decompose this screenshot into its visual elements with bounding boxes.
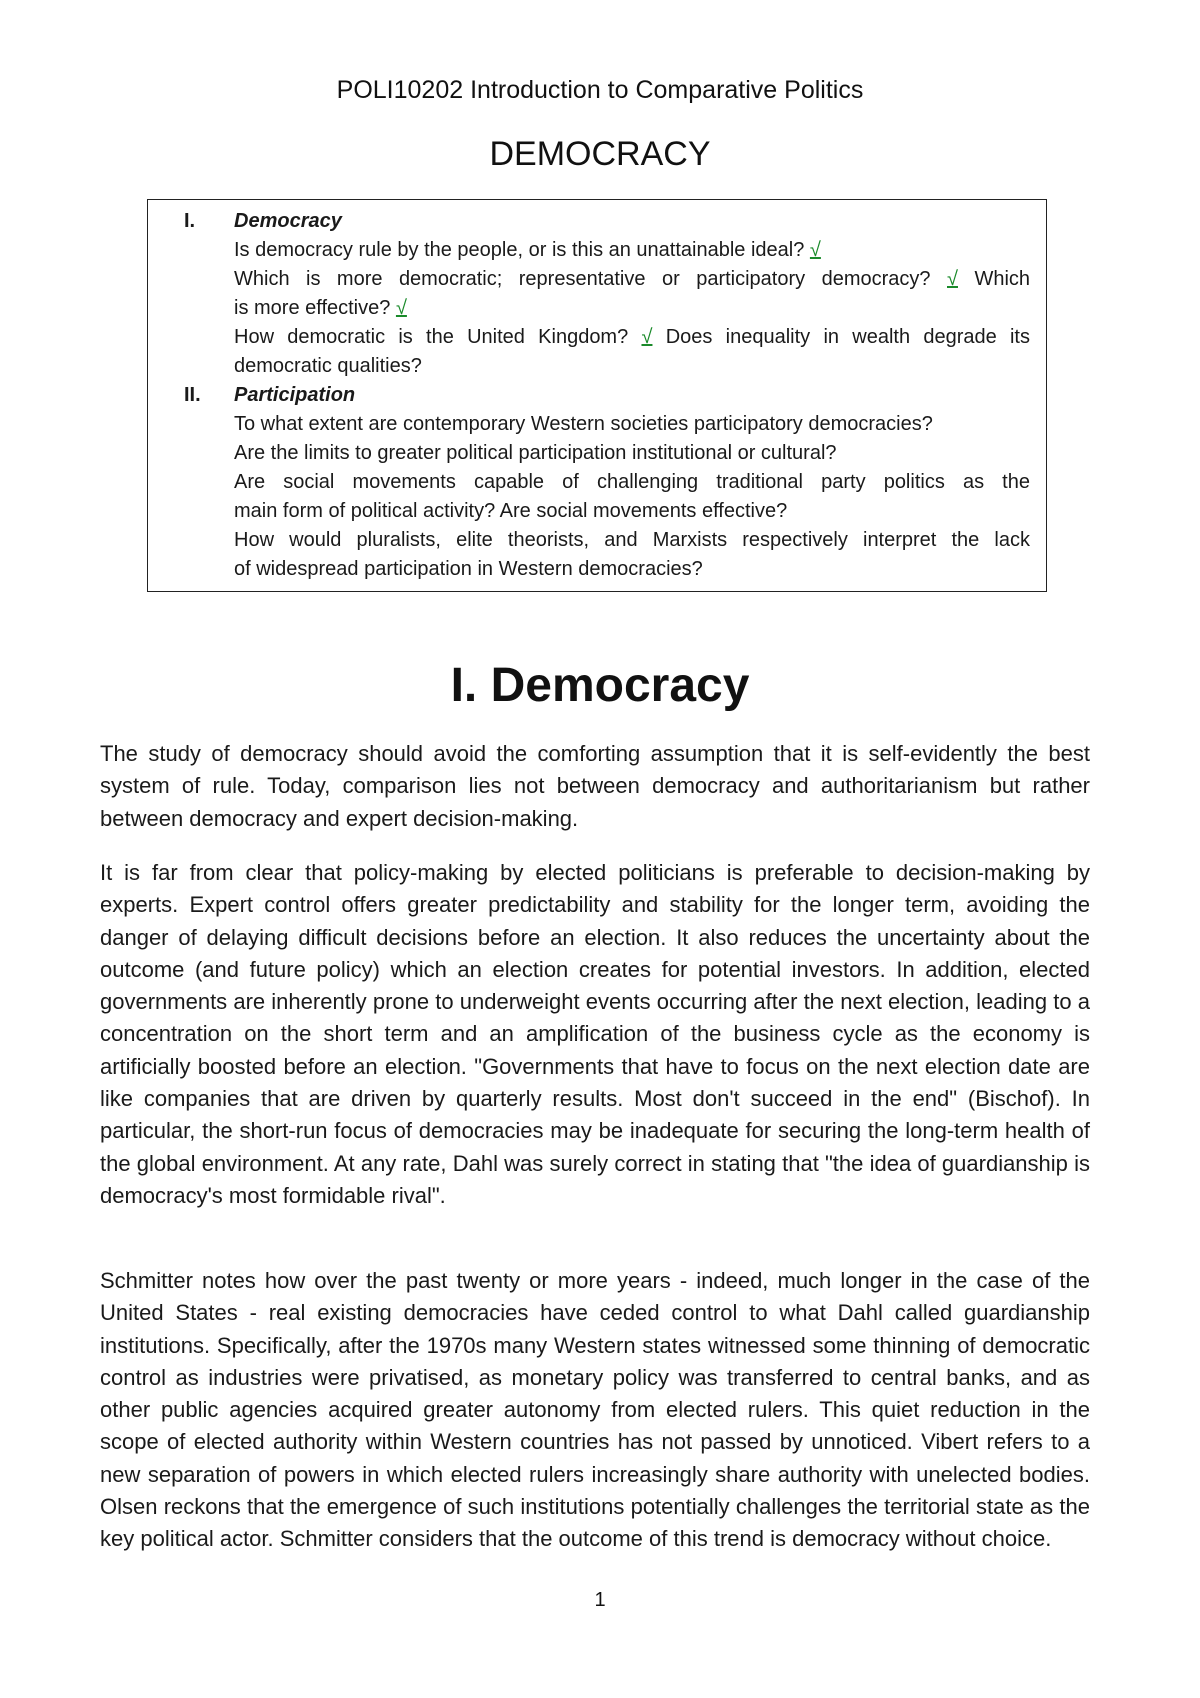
outline-question (234, 236, 821, 265)
check-mark-icon: √ (395, 297, 407, 319)
outline-numeral-2: II. (184, 384, 201, 406)
outline-question: democratic qualities? (234, 355, 422, 377)
outline-question: Are social movements capable of challenging traditional party politics as the (234, 471, 1030, 493)
check-mark-icon: √ (641, 326, 653, 348)
body-paragraph: It is far from clear that policy-making by elected politicians is preferable to decision-making by experts. Expert control offers greater predictability and stability for the longer term, avoiding the danger of delaying difficult decisions before an election. It also reduces the uncertainty about the outcome (and future policy) which an election creates for potential investors. In addition, elected governments are inherently prone to underweight events occurring after the next election, leading to a concentration on the short term and an amplification of the business cycle as the economy is artificially boosted before an election. "Governments that have to focus on the next election date are like companies that are driven by quarterly results. Most don't succeed in the end" (Bischof). In particular, the short-run focus of democracies may be inadequate for securing the long-term health of the global environment. At any rate, Dahl was surely correct in stating that "the idea of guardianship is democracy's most formidable rival". (100, 860, 1090, 1208)
outline-heading-democracy: Democracy (234, 210, 342, 232)
body-paragraph: The study of democracy should avoid the comforting assumption that it is self-evidently the best system of rule. Today, comparison lies not between democracy and authoritarianism but rather between democracy and expert decision-making. (100, 741, 1090, 831)
outline-question (234, 265, 1030, 294)
document-title: DEMOCRACY (489, 135, 711, 173)
outline-question: of widespread participation in Western democracies? (234, 558, 703, 580)
outline-question: How would pluralists, elite theorists, and Marxists respectively interpret the lack (234, 529, 1030, 551)
outline-question-text: How democratic is the United Kingdom? (234, 326, 629, 348)
check-mark-icon: √ (947, 268, 958, 290)
outline-numeral-1: I. (184, 210, 196, 232)
outline-question: To what extent are contemporary Western societies participatory democracies? (234, 413, 933, 435)
outline-question-text: Is democracy rule by the people, or is this an unattainable ideal? (234, 239, 805, 261)
outline-heading-participation: Participation (234, 384, 356, 406)
body-paragraph: Schmitter notes how over the past twenty or more years - indeed, much longer in the case of the United States - real existing democracies have ceded control to what Dahl called guardianship institutions. Specifically, after the 1970s many Western states witnessed some thinning of democratic control as industries were privatised, as monetary policy was transferred to central banks, and as other public agencies acquired greater autonomy from elected rulers. This quiet reduction in the scope of elected authority within Western countries has not passed by unnoticed. Vibert refers to a new separation of powers in which elected rulers increasingly share authority with unelected bodies. Olsen reckons that the emergence of such institutions potentially challenges the territorial state as the key political actor. Schmitter considers that the outcome of this trend is democracy without choice. (100, 1268, 1090, 1552)
outline-question-text: Which is more democratic; representative or participatory democracy? (234, 268, 931, 290)
outline-question: main form of political activity? Are social movements effective? (234, 500, 788, 522)
course-title: POLI10202 Introduction to Comparative Politics (336, 76, 864, 104)
page-number: 1 (594, 1589, 606, 1611)
outline-question: Are the limits to greater political participation institutional or cultural? (234, 442, 837, 464)
outline-question-text: Which (974, 268, 1031, 290)
check-mark-icon: √ (809, 239, 821, 261)
outline-box (147, 199, 1047, 592)
outline-question (234, 323, 1030, 352)
outline-question-text: Does inequality in wealth degrade its (665, 326, 1030, 348)
outline-question (234, 294, 407, 323)
outline-question-text: is more effective? (234, 297, 391, 319)
section-heading: I. Democracy (450, 659, 750, 712)
